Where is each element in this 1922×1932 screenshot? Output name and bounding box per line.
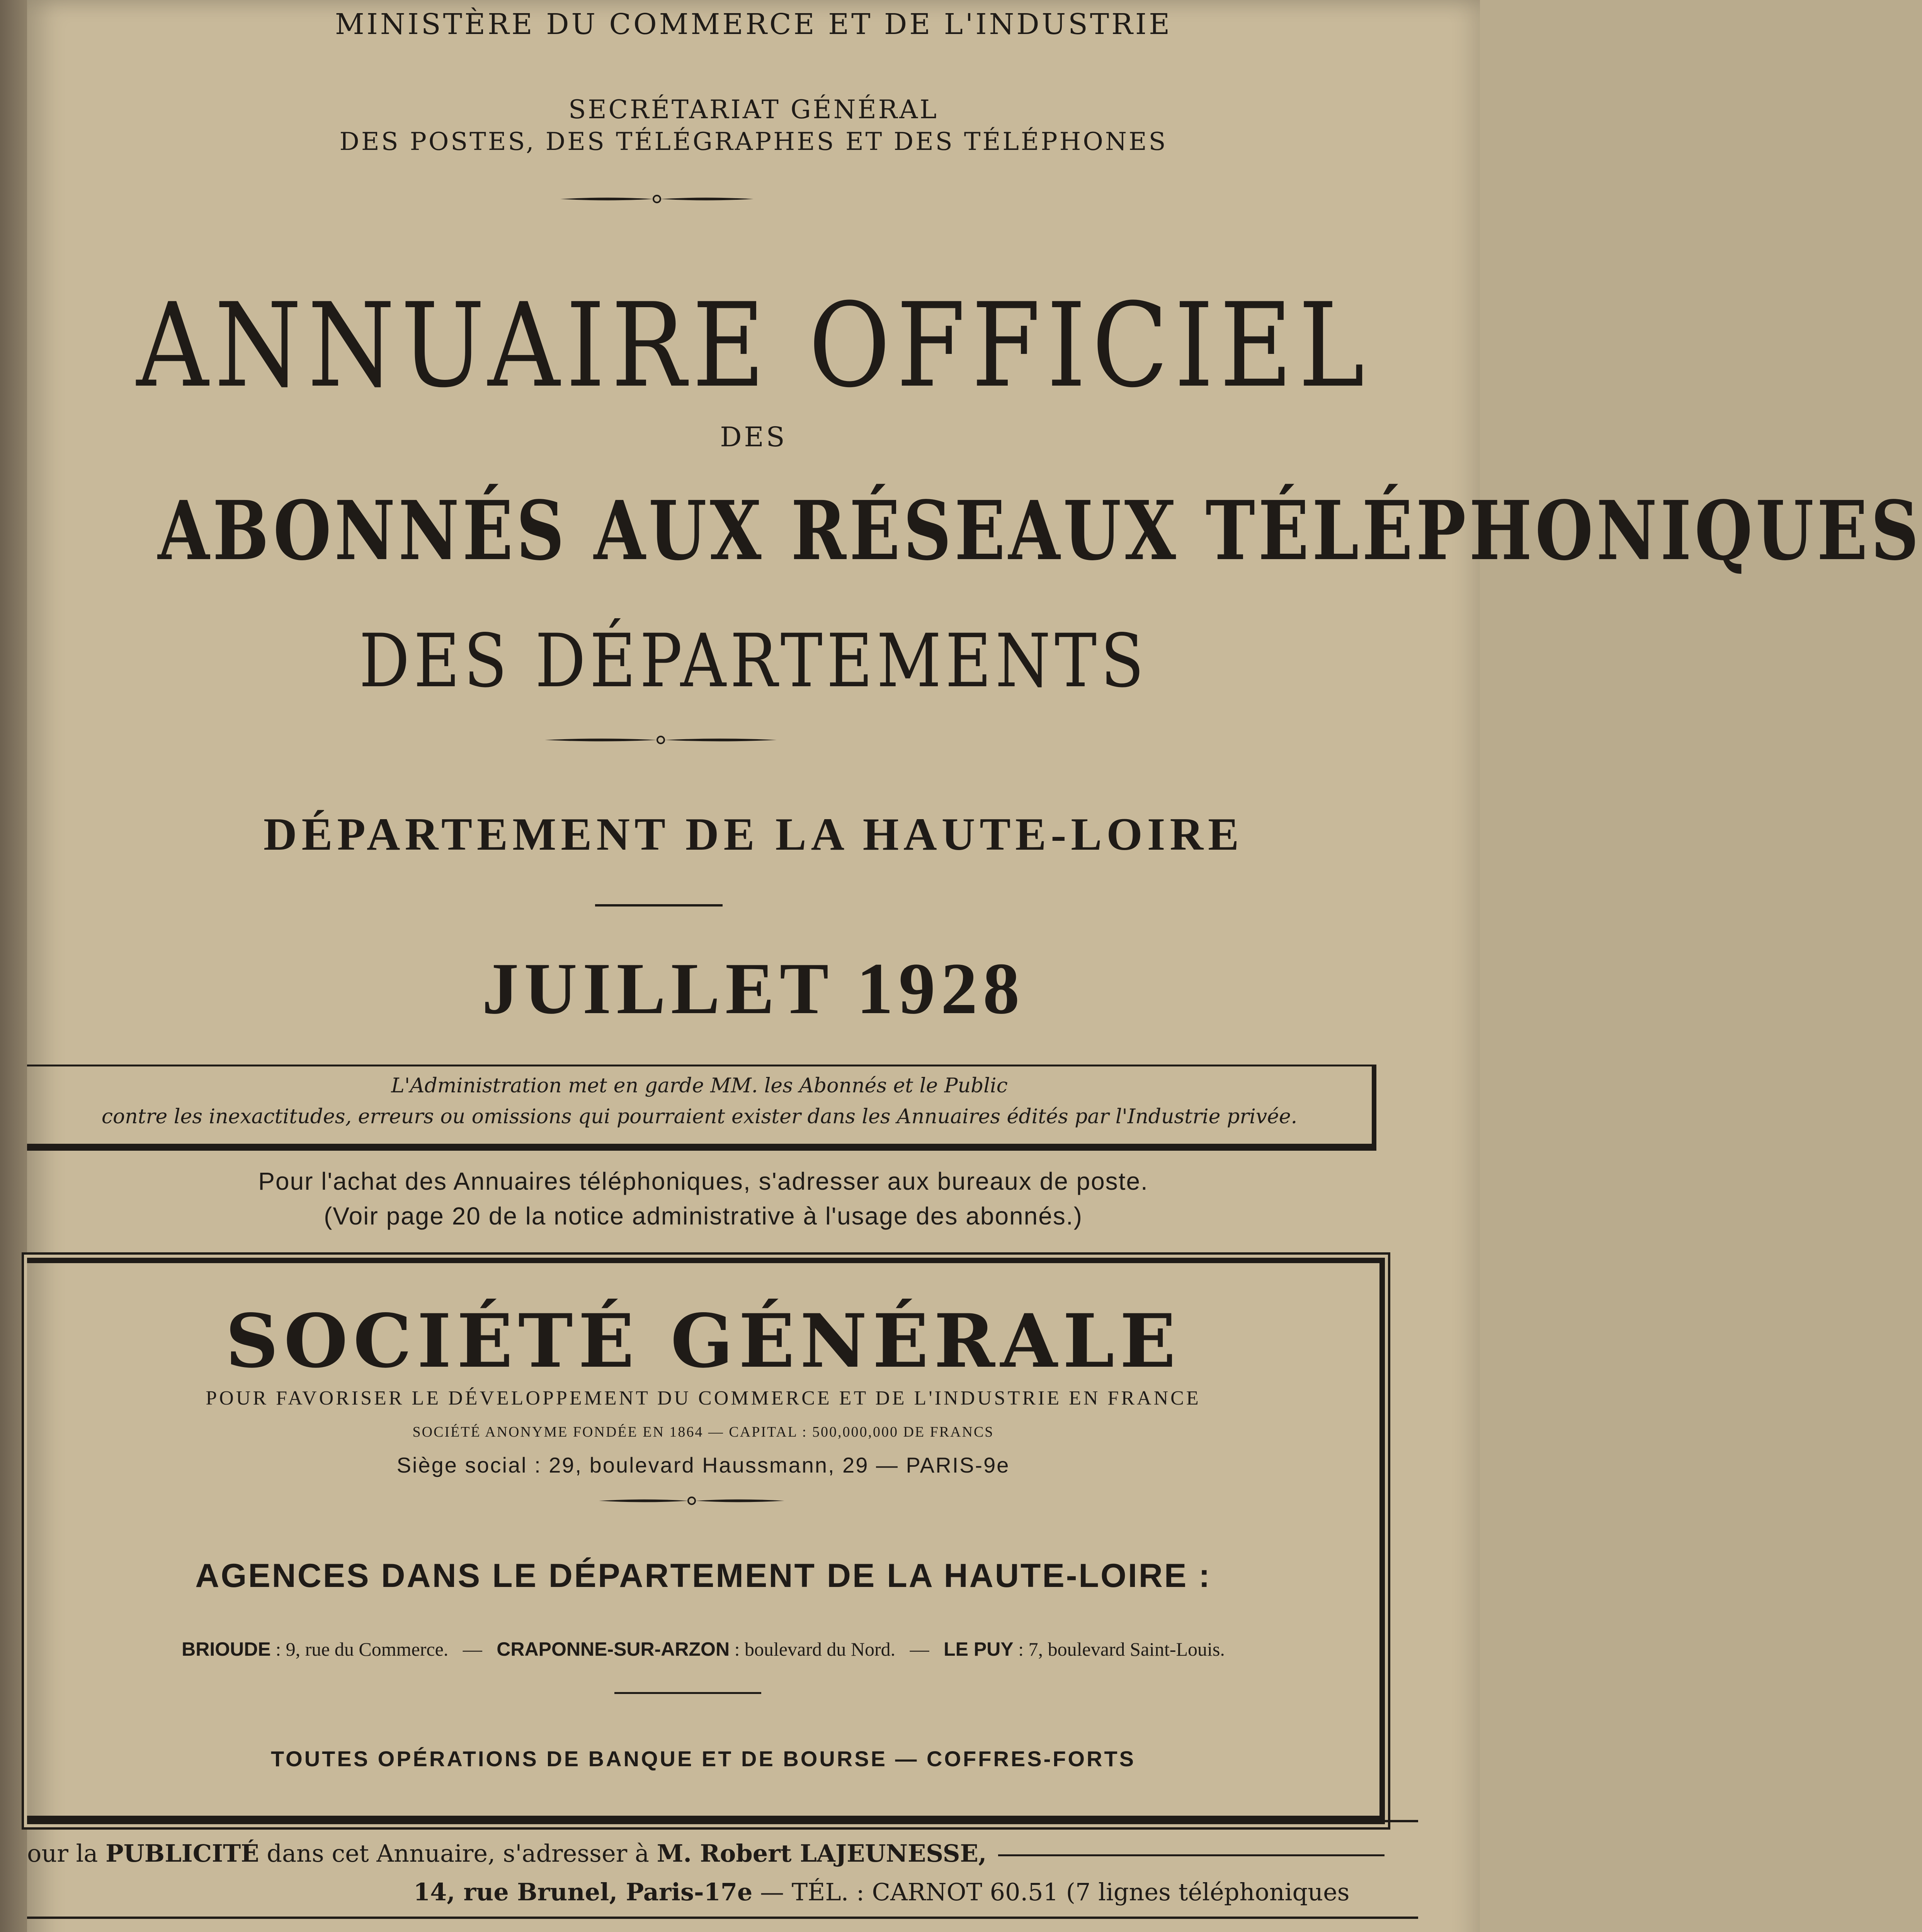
publicity-line-2	[413, 1878, 1350, 1906]
secretariat-heading: SECRÉTARIAT GÉNÉRAL	[568, 95, 939, 124]
publicity-telephone: — TÉL. : CARNOT 60.51 (7 lignes téléphoniques	[752, 1878, 1350, 1906]
title-des: DES	[720, 421, 787, 453]
divider-rule	[998, 1854, 1385, 1856]
branch-city: LE PUY	[944, 1638, 1014, 1660]
warning-line-2: contre les inexactitudes, erreurs ou omissions qui pourraient exister dans les Annuaires édités par l'Industrie privée.	[101, 1105, 1298, 1128]
publicity-address: 14, rue Brunel, Paris-17e	[413, 1878, 753, 1906]
branch-separator: —	[463, 1638, 482, 1660]
divider-rule	[614, 1692, 761, 1694]
branch-city: BRIOUDE	[182, 1638, 271, 1660]
ptt-heading: DES POSTES, DES TÉLÉGRAPHES ET DES TÉLÉPHONES	[339, 128, 1168, 156]
ministry-heading: MINISTÈRE DU COMMERCE ET DE L'INDUSTRIE	[335, 8, 1172, 41]
branch-address: : 7, boulevard Saint-Louis.	[1013, 1638, 1225, 1660]
publicity-line-1	[27, 1839, 1385, 1867]
advert-capital: SOCIÉTÉ ANONYME FONDÉE EN 1864 — CAPITAL : 500,000,000 DE FRANCS	[412, 1424, 994, 1440]
branch-list	[27, 1638, 1379, 1660]
warning-line-1: L'Administration met en garde MM. les Abonnés et le Public	[391, 1074, 1008, 1097]
divider-rule	[27, 1917, 1418, 1919]
title-departements: DES DÉPARTEMENTS	[359, 618, 1148, 704]
advert-subtitle: POUR FAVORISER LE DÉVELOPPEMENT DU COMMERCE ET DE L'INDUSTRIE EN FRANCE	[206, 1387, 1201, 1409]
branch-city: CRAPONNE-SUR-ARZON	[497, 1638, 730, 1660]
document-page	[27, 0, 1922, 1932]
advert-head-office: Siège social : 29, boulevard Haussmann, 29 — PARIS-9e	[396, 1453, 1010, 1477]
branch-separator: —	[910, 1638, 929, 1660]
ornament-divider	[545, 734, 777, 746]
publicity-contact-name: M. Robert LAJEUNESSE,	[657, 1839, 987, 1867]
purchase-notice-2: (Voir page 20 de la notice administrative à l'usage des abonnés.)	[324, 1202, 1083, 1230]
publicity-keyword: PUBLICITÉ	[105, 1839, 259, 1867]
branch-address: : boulevard du Nord.	[730, 1638, 896, 1660]
warning-box	[27, 1065, 1376, 1151]
branch-address: : 9, rue du Commerce.	[270, 1638, 449, 1660]
main-title: ANNUAIRE OFFICIEL	[136, 278, 1371, 413]
divider-rule	[595, 904, 723, 906]
edition-date: JUILLET 1928	[482, 948, 1025, 1029]
purchase-notice-1: Pour l'achat des Annuaires téléphoniques, s'adresser aux bureaux de poste.	[258, 1167, 1148, 1195]
ornament-divider	[560, 193, 753, 205]
publicity-text: dans cet Annuaire, s'adresser à	[259, 1839, 657, 1867]
title-abonnes: ABONNÉS AUX RÉSEAUX TÉLÉPHONIQUES	[158, 483, 1922, 578]
advert-operations: TOUTES OPÉRATIONS DE BANQUE ET DE BOURSE — COFFRES-FORTS	[270, 1747, 1136, 1771]
divider-rule	[27, 1820, 1418, 1822]
publicity-prefix: our la	[27, 1839, 106, 1867]
department-heading: DÉPARTEMENT DE LA HAUTE-LOIRE	[263, 808, 1244, 860]
advert-company-name: SOCIÉTÉ GÉNÉRALE	[225, 1298, 1181, 1384]
advert-box	[27, 1258, 1385, 1824]
agences-heading: AGENCES DANS LE DÉPARTEMENT DE LA HAUTE-LOIRE :	[195, 1557, 1211, 1594]
ornament-divider	[599, 1495, 784, 1507]
